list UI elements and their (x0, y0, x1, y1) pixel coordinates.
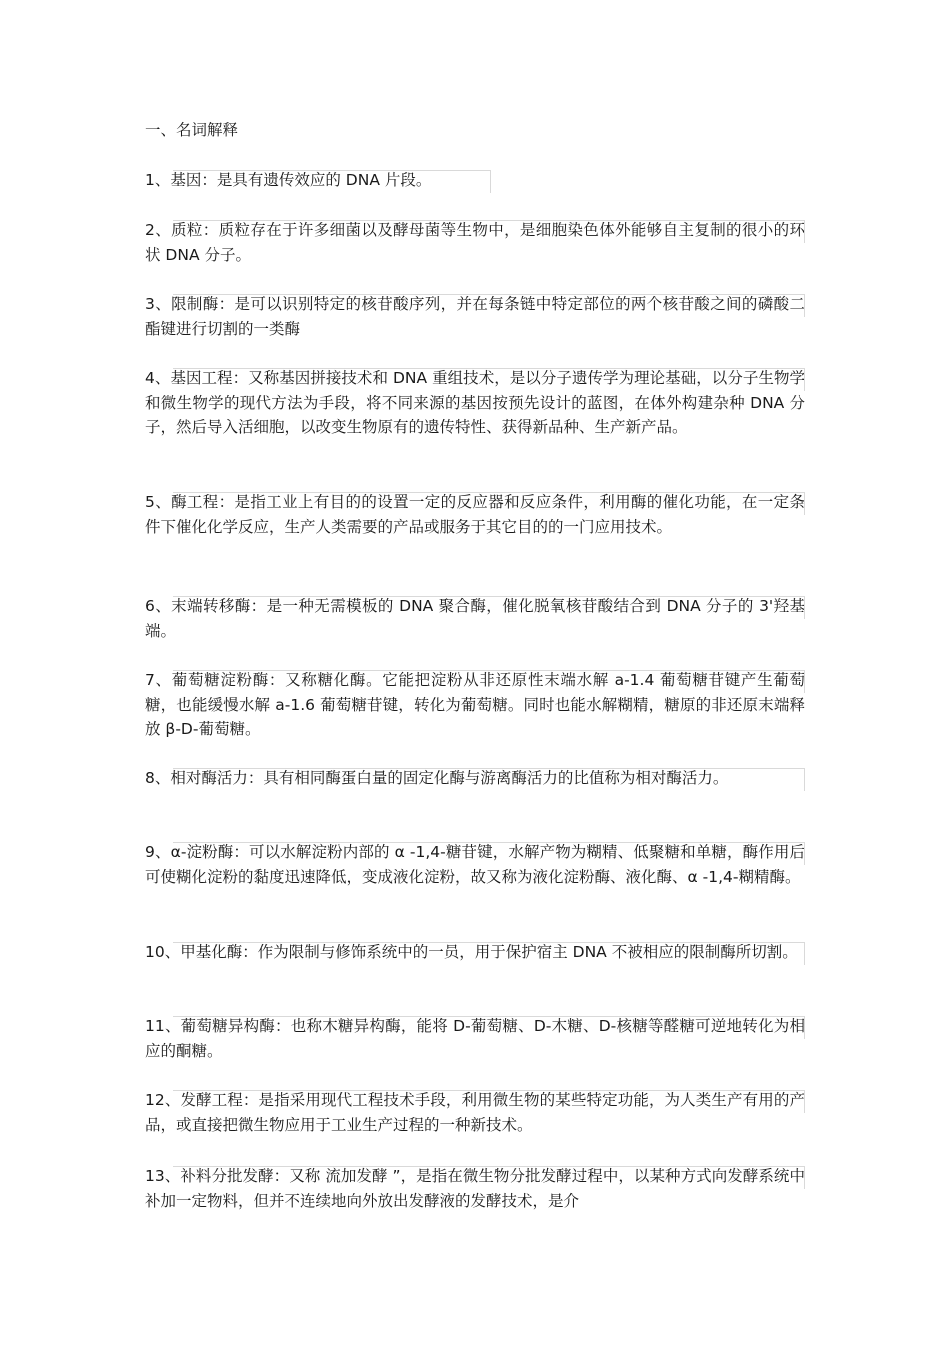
term-entry-8: 8、相对酶活力：具有相同酶蛋白量的固定化酶与游离酶活力的比值称为相对酶活力。 (145, 766, 805, 791)
term-entry-5: 5、酶工程：是指工业上有目的的设置一定的反应器和反应条件，利用酶的催化功能，在一定条件下催化化学反应，生产人类需要的产品或服务于其它目的的一门应用技术。 (145, 490, 805, 539)
term-entry-4: 4、基因工程：又称基因拼接技术和 DNA 重组技术，是以分子遗传学为理论基础，以分子生物学和微生物学的现代方法为手段，将不同来源的基因按预先设计的蓝图，在体外构建杂种 DNA 分子，然后导入活细胞，以改变生物原有的遗传特性、获得新品种、生产新产品。 (145, 366, 805, 440)
term-entry-6: 6、末端转移酶：是一种无需模板的 DNA 聚合酶，催化脱氧核苷酸结合到 DNA 分子的 3'羟基端。 (145, 594, 805, 643)
term-entry-13: 13、补料分批发酵：又称 流加发酵 ”，是指在微生物分批发酵过程中，以某种方式向发酵系统中补加一定物料，但并不连续地向外放出发酵液的发酵技术，是介 (145, 1164, 805, 1213)
term-entry-2: 2、质粒：质粒存在于许多细菌以及酵母菌等生物中，是细胞染色体外能够自主复制的很小的环状 DNA 分子。 (145, 218, 805, 267)
term-entry-10: 10、甲基化酶：作为限制与修饰系统中的一员，用于保护宿主 DNA 不被相应的限制酶所切割。 (145, 940, 805, 965)
term-entry-3: 3、限制酶：是可以识别特定的核苷酸序列，并在每条链中特定部位的两个核苷酸之间的磷酸二酯键进行切割的一类酶 (145, 292, 805, 341)
term-entry-9: 9、α-淀粉酶：可以水解淀粉内部的 α -1,4-糖苷键，水解产物为糊精、低聚糖和单糖，酶作用后可使糊化淀粉的黏度迅速降低，变成液化淀粉，故又称为液化淀粉酶、液化酶、α -1,4-糊精酶。 (145, 840, 805, 889)
section-title: 一、名词解释 (145, 121, 239, 139)
term-entry-7: 7、葡萄糖淀粉酶：又称糖化酶。它能把淀粉从非还原性末端水解 a-1.4 葡萄糖苷键产生葡萄糖，也能缓慢水解 a-1.6 葡萄糖苷键，转化为葡萄糖。同时也能水解糊精，糖原的非还原末端释放 β-D-葡萄糖。 (145, 668, 805, 742)
term-entry-1: 1、基因：是具有遗传效应的 DNA 片段。 (145, 168, 491, 193)
term-entry-12: 12、发酵工程：是指采用现代工程技术手段，利用微生物的某些特定功能，为人类生产有用的产品，或直接把微生物应用于工业生产过程的一种新技术。 (145, 1088, 805, 1137)
term-entry-11: 11、葡萄糖异构酶：也称木糖异构酶，能将 D-葡萄糖、D-木糖、D-核糖等醛糖可逆地转化为相应的酮糖。 (145, 1014, 805, 1063)
